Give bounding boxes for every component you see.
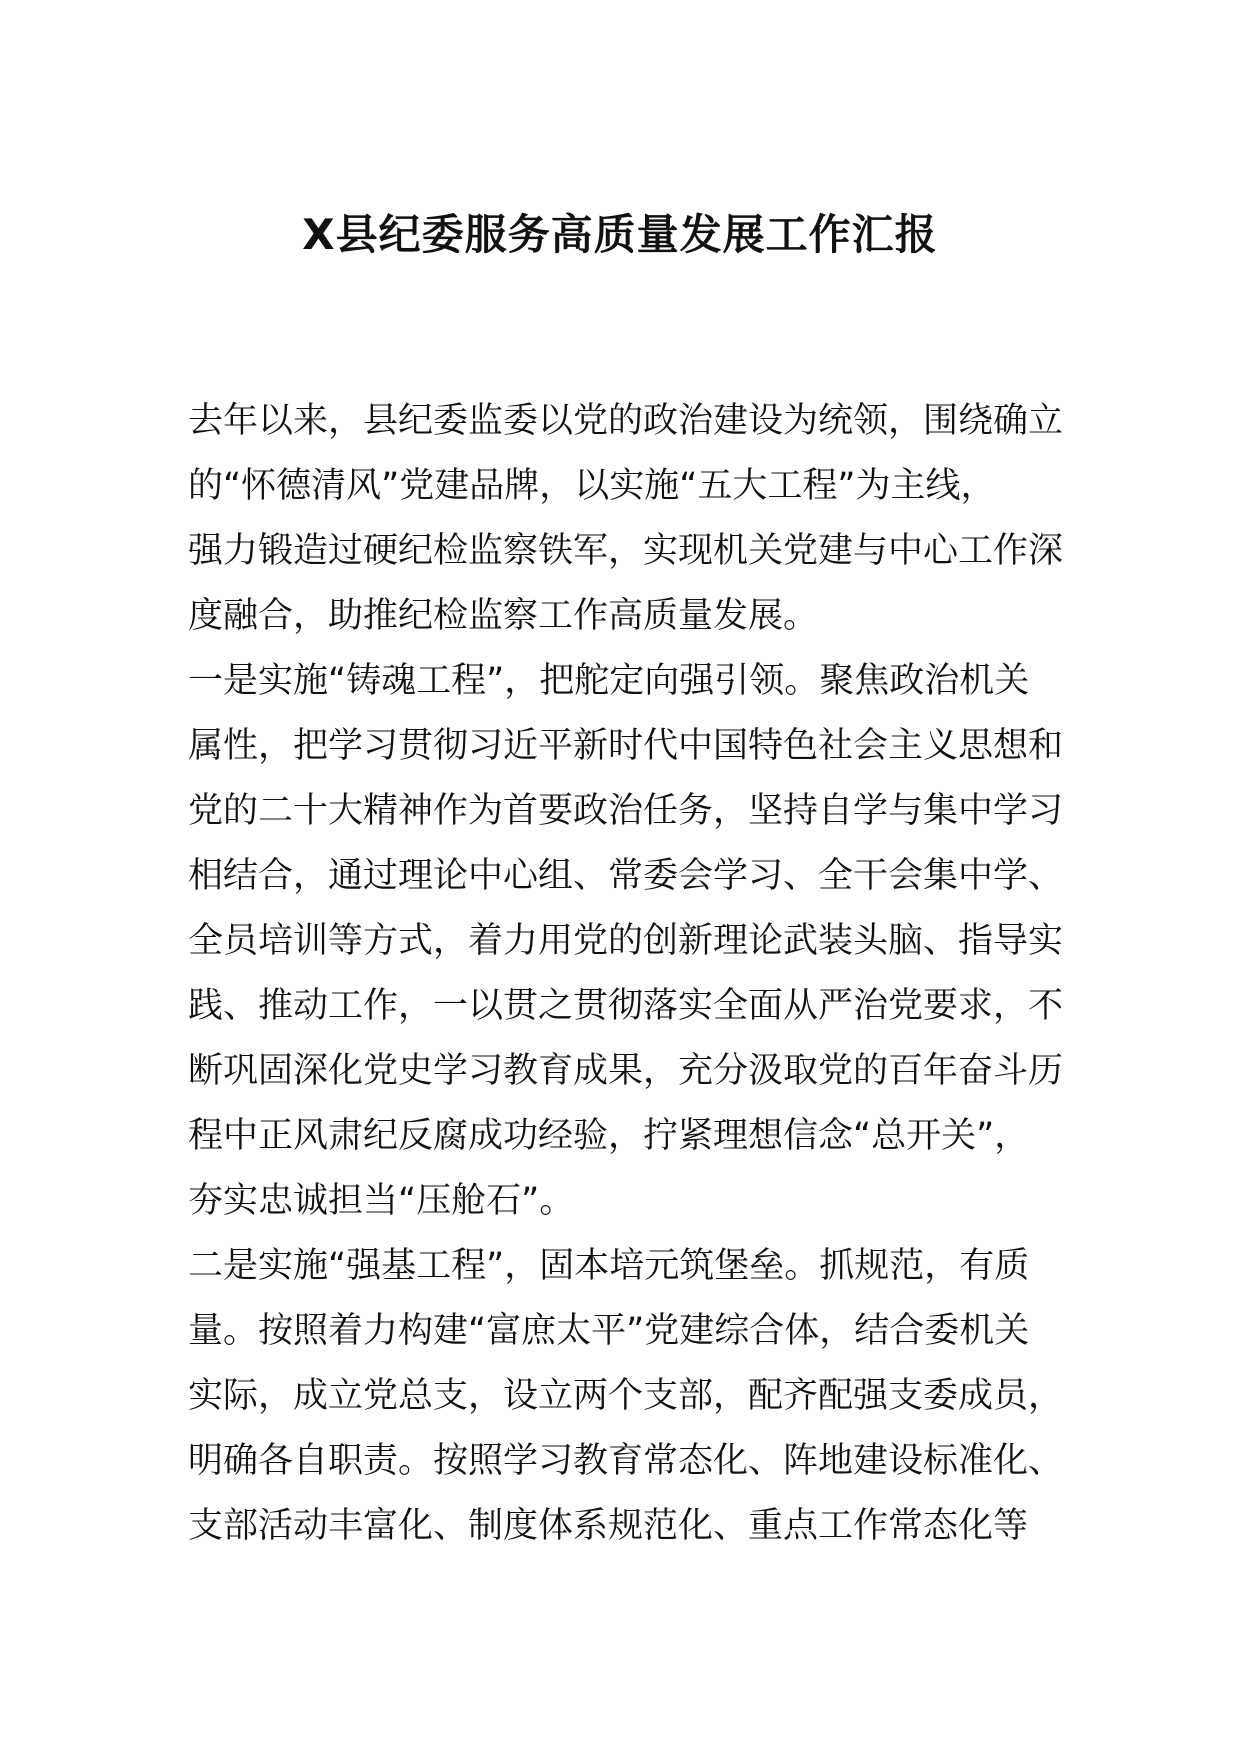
body-line: 全员培训等方式，着力用党的创新理论武装头脑、指导实 (188, 921, 1064, 961)
body-line: 二是实施“强基工程”，固本培元筑堡垒。抓规范，有质 (188, 1246, 1030, 1286)
body-line: 践、推动工作，一以贯之贯彻落实全面从严治党要求，不 (188, 986, 1064, 1026)
body-line: 度融合，助推纪检监察工作高质量发展。 (188, 596, 819, 636)
body-line: 相结合，通过理论中心组、常委会学习、全干会集中学、 (188, 856, 1064, 896)
document-body (188, 389, 1064, 1559)
body-line: 明确各自职责。按照学习教育常态化、阵地建设标准化、 (188, 1441, 1064, 1481)
body-line: 实际，成立党总支，设立两个支部，配齐配强支委成员， (188, 1376, 1064, 1416)
body-line: 党的二十大精神作为首要政治任务，坚持自学与集中学习 (188, 791, 1064, 831)
body-line: 支部活动丰富化、制度体系规范化、重点工作常态化等 (188, 1506, 1029, 1546)
body-line: 断巩固深化党史学习教育成果，充分汲取党的百年奋斗历 (188, 1051, 1064, 1091)
body-line: 一是实施“铸魂工程”，把舵定向强引领。聚焦政治机关 (188, 661, 1030, 701)
body-line: 夯实忠诚担当“压舱石”。 (188, 1181, 575, 1221)
body-line: 强力锻造过硬纪检监察铁军，实现机关党建与中心工作深 (188, 531, 1064, 571)
document-title: X县纪委服务高质量发展工作汇报 (302, 210, 938, 259)
body-line: 量。按照着力构建“富庶太平”党建综合体，结合委机关 (188, 1311, 1030, 1351)
body-line: 的“怀德清风”党建品牌，以实施“五大工程”为主线， (188, 466, 996, 506)
body-line: 去年以来，县纪委监委以党的政治建设为统领，围绕确立 (188, 401, 1064, 441)
body-line: 程中正风肃纪反腐成功经验，拧紧理想信念“总开关”， (188, 1116, 1030, 1156)
body-line: 属性，把学习贯彻习近平新时代中国特色社会主义思想和 (188, 726, 1064, 766)
